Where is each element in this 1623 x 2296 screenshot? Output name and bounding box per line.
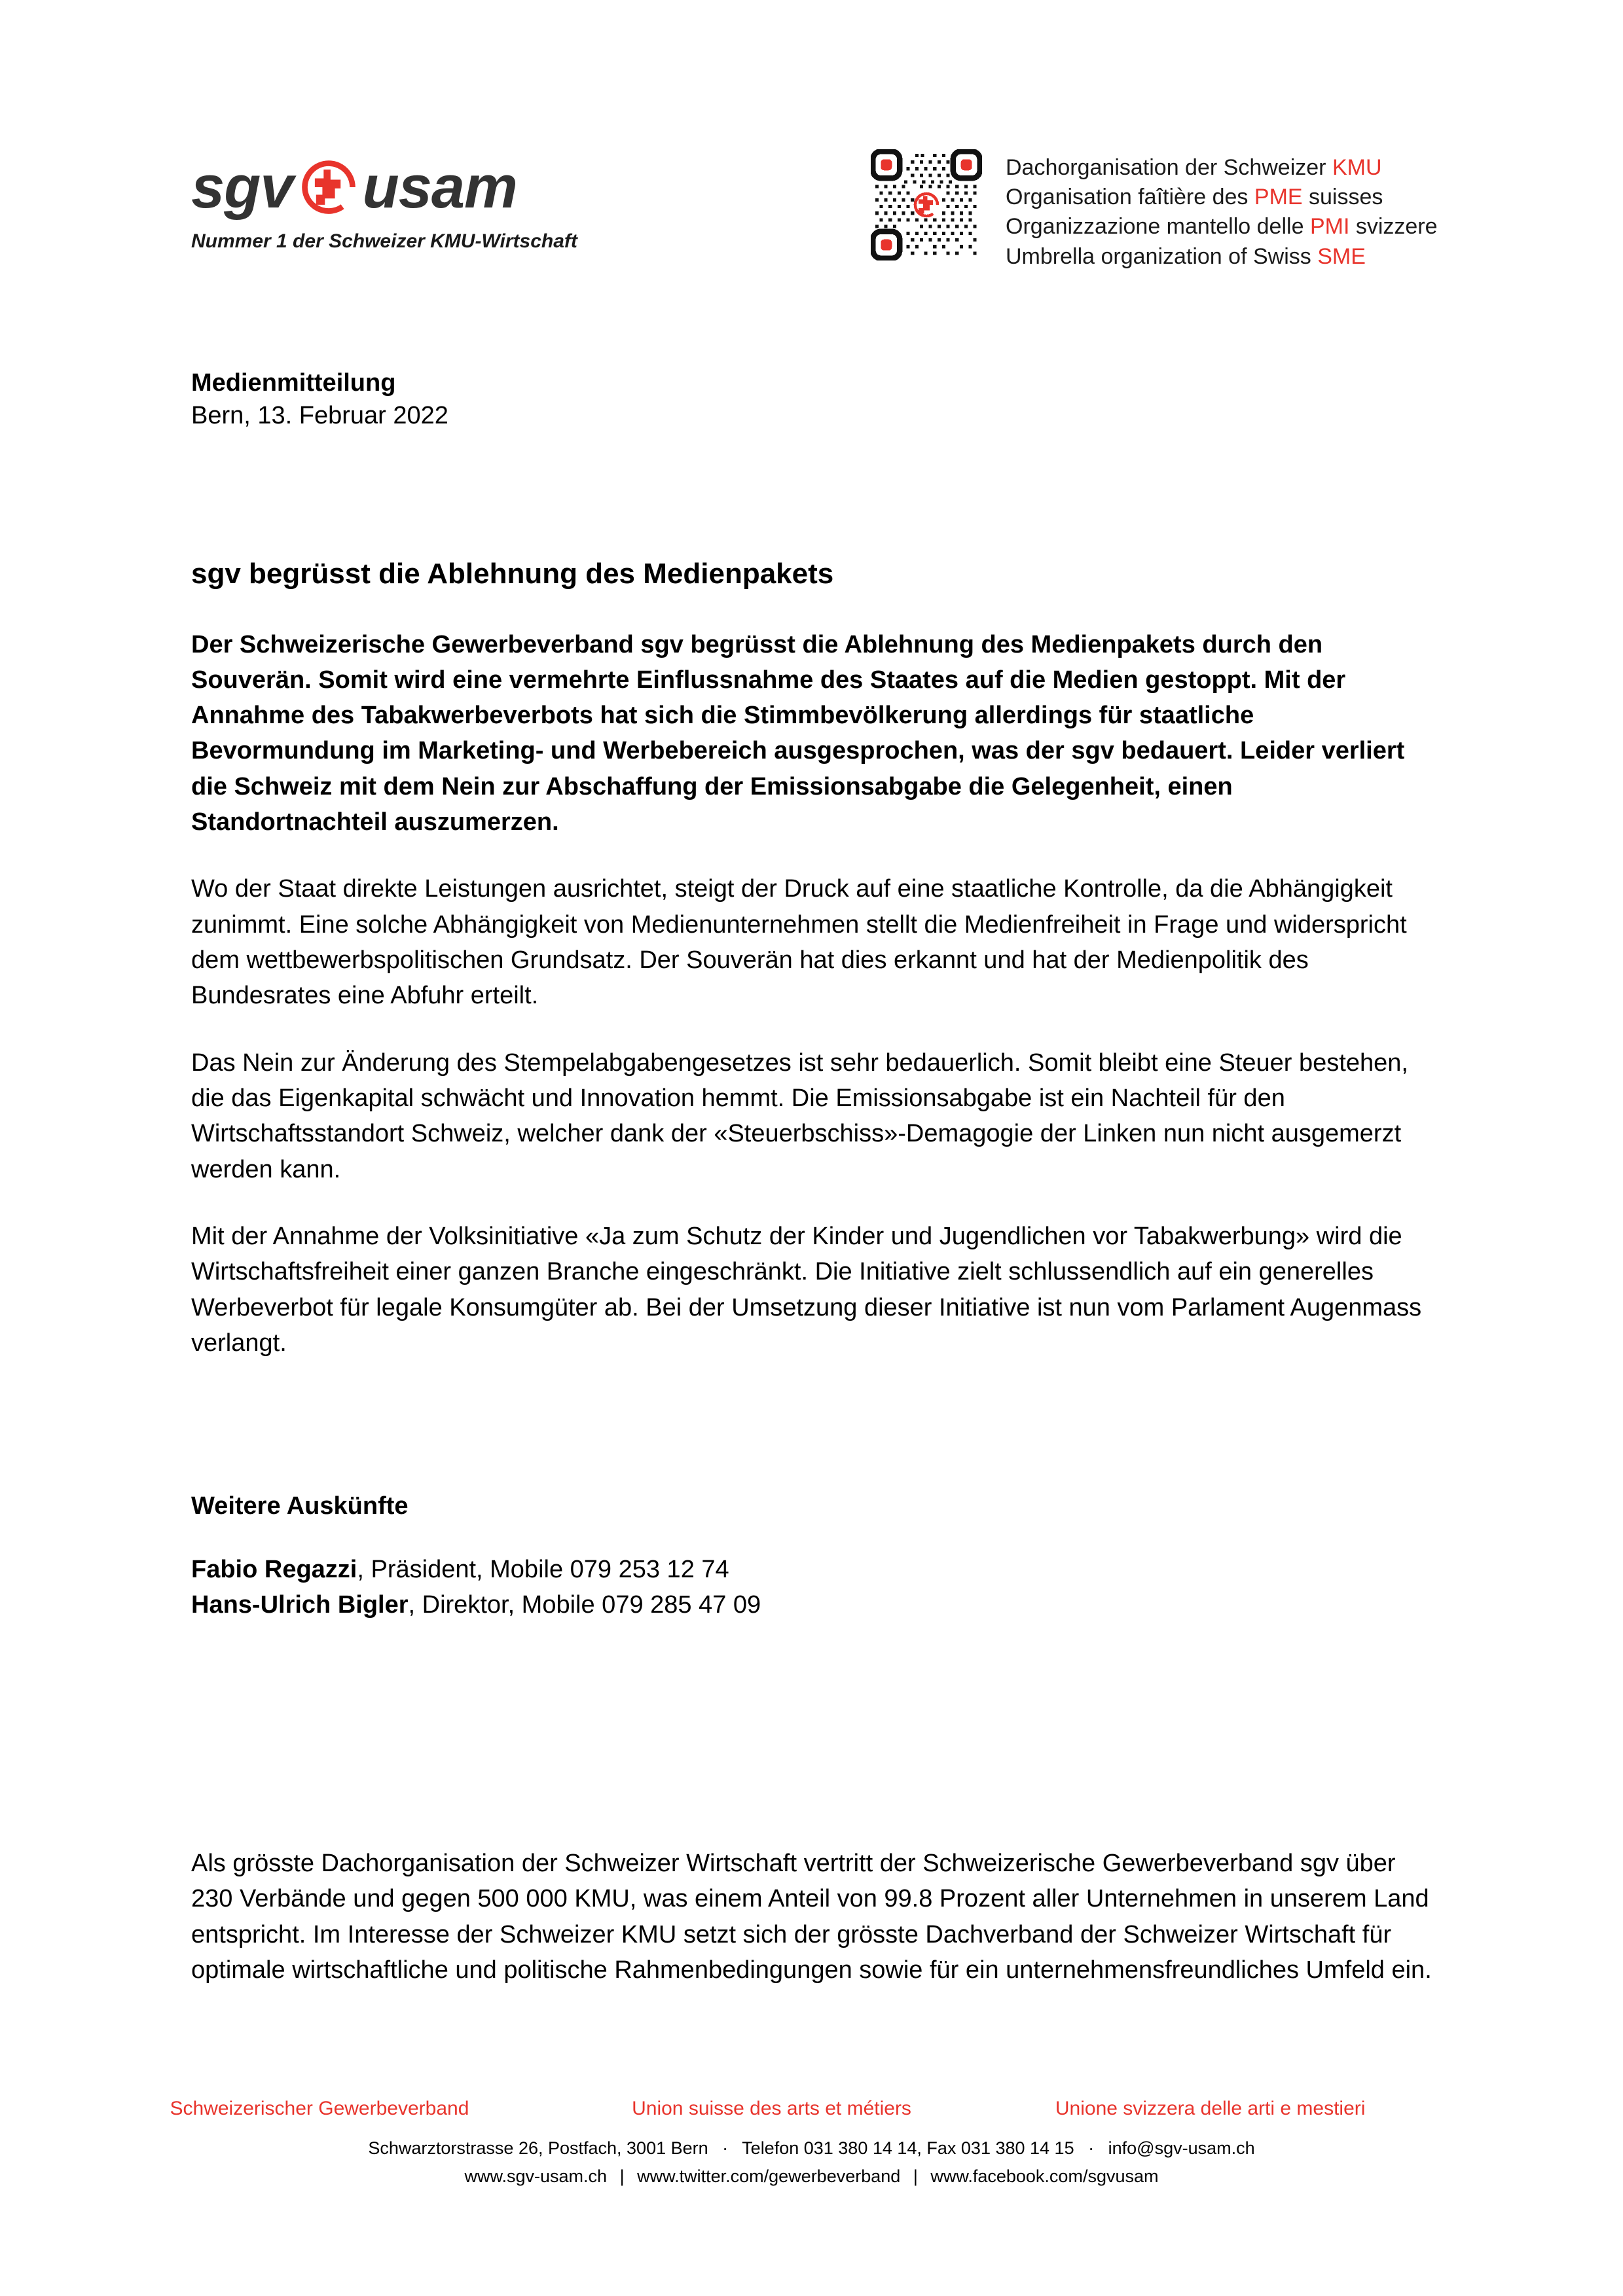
footer-twitter-link[interactable]: www.twitter.com/gewerbeverband bbox=[637, 2166, 901, 2187]
document-body bbox=[191, 367, 1435, 2013]
qr-and-org-names bbox=[871, 149, 1438, 272]
footer-email-link[interactable]: info@sgv-usam.ch bbox=[1108, 2138, 1255, 2158]
boilerplate-paragraph: Als grösste Dachorganisation der Schweizer Wirtschaft vertritt der Schweizerische Gewerbeverband sgv über 230 Verbände und gegen 500 000 KMU, was einem Anteil von 99.8 Prozent aller Unternehmen in unserem Land entspricht. Im Interesse der Schweizer KMU setzt sich der grösste Dachverband der Schweizer Wirtschaft für optimale wirtschaftliche und politische Rahmenbedingungen sowie für ein unternehmensfreundliches Umfeld ein. bbox=[191, 1850, 1432, 1984]
logo-text-usam: usam bbox=[362, 154, 517, 221]
contact-person-1-name: Fabio Regazzi bbox=[191, 1555, 357, 1583]
footer-organization-names bbox=[170, 2098, 1453, 2120]
footer-address-line bbox=[0, 2134, 1623, 2163]
footer-separator-bar-2: | bbox=[913, 2166, 918, 2187]
org-name-de-accent: KMU bbox=[1332, 155, 1382, 180]
org-name-it bbox=[1006, 212, 1438, 242]
contact-list bbox=[191, 1552, 1435, 1623]
org-name-en-accent: SME bbox=[1317, 243, 1366, 269]
footer-links-line bbox=[0, 2162, 1623, 2191]
org-name-en bbox=[1006, 242, 1438, 272]
org-name-fr-prefix: Organisation faîtière des bbox=[1006, 185, 1254, 210]
org-name-fr-accent: PME bbox=[1254, 185, 1303, 210]
footer-separator-bar-1: | bbox=[619, 2166, 625, 2187]
footer-org-name-it: Unione svizzera delle arti e mestieri bbox=[1055, 2097, 1366, 2119]
footer-contact-details bbox=[0, 2134, 1623, 2191]
footer-phone-fax: Telefon 031 380 14 14, Fax 031 380 14 15 bbox=[742, 2138, 1074, 2158]
page-header bbox=[0, 0, 1623, 314]
contact-person-2-name: Hans-Ulrich Bigler bbox=[191, 1591, 409, 1619]
contact-person-2 bbox=[191, 1587, 1435, 1623]
page-footer bbox=[0, 2098, 1623, 2191]
sgv-usam-logo bbox=[191, 152, 584, 253]
org-name-it-prefix: Organizzazione mantello delle bbox=[1006, 214, 1310, 240]
logo-tagline: Nummer 1 der Schweizer KMU-Wirtschaft bbox=[191, 230, 577, 252]
qr-code-icon[interactable] bbox=[871, 149, 982, 260]
contact-person-1-details: , Präsident, Mobile 079 253 12 74 bbox=[357, 1555, 729, 1583]
org-name-de-prefix: Dachorganisation der Schweizer bbox=[1006, 155, 1332, 180]
footer-org-name-fr: Union suisse des arts et métiers bbox=[632, 2097, 911, 2119]
footer-street-address: Schwarztorstrasse 26, Postfach, 3001 Bern bbox=[368, 2138, 708, 2158]
org-name-de bbox=[1006, 153, 1438, 183]
lead-paragraph: Der Schweizerische Gewerbeverband sgv begrüsst die Ablehnung des Medienpakets durch den Souverän. Somit wird eine vermehrte Einflussnahme des Staates auf die Medien gestoppt. Mit der Annahme des Tabakwerbeverbots hat sich die Stimmbevölkerung allerdings für staatliche Bevormundung im Marketing- und Werbebereich ausgesprochen, was der sgv bedauert. Leider verliert die Schweiz mit dem Nein zur Abschaffung der Emissionsabgabe die Gelegenheit, einen Standortnachteil auszumerzen. bbox=[191, 630, 1405, 836]
body-paragraph-2: Das Nein zur Änderung des Stempelabgabengesetzes ist sehr bedauerlich. Somit bleibt eine Steuer bestehen, die das Eigenkapital schwächt und Innovation hemmt. Die Emissionsabgabe ist ein Nachteil für den Wirtschaftsstandort Schweiz, welcher dank der «Steuerbschiss»-Demagogie der Linken nun nicht ausgemerzt werden kann. bbox=[191, 1049, 1408, 1183]
contact-person-2-details: , Direktor, Mobile 079 285 47 09 bbox=[408, 1591, 761, 1619]
logo-text-sgv: sgv bbox=[191, 154, 293, 221]
footer-org-name-de: Schweizerischer Gewerbeverband bbox=[170, 2097, 469, 2119]
footer-separator-dot-2: · bbox=[1088, 2138, 1095, 2158]
body-paragraph-3: Mit der Annahme der Volksinitiative «Ja zum Schutz der Kinder und Jugendlichen vor Tabakwerbung» wird die Wirtschaftsfreiheit einer ganzen Branche eingeschränkt. Die Initiative zielt schlussendlich auf ein generelles Werbeverbot für legale Konsumgüter ab. Bei der Umsetzung dieser Initiative ist nun vom Parlament Augenmass verlangt. bbox=[191, 1223, 1422, 1357]
document-type-label: Medienmitteilung bbox=[191, 369, 396, 397]
sgv-usam-emblem-icon bbox=[297, 156, 360, 219]
org-name-it-accent: PMI bbox=[1309, 214, 1350, 240]
contact-heading: Weitere Auskünfte bbox=[191, 1492, 409, 1520]
org-name-fr bbox=[1006, 183, 1438, 212]
logo-wordmark bbox=[191, 152, 584, 223]
org-name-fr-suffix: suisses bbox=[1302, 185, 1383, 210]
organization-names bbox=[1006, 149, 1438, 272]
footer-separator-dot-1: · bbox=[722, 2138, 729, 2158]
contact-person-1 bbox=[191, 1552, 1435, 1588]
body-paragraph-1: Wo der Staat direkte Leistungen ausrichtet, steigt der Druck auf eine staatliche Kontrolle, da die Abhängigkeit zunimmt. Eine solche Abhängigkeit von Medienunternehmen stellt die Medienfreiheit in Frage und widerspricht dem wettbewerbspolitischen Grundsatz. Der Souverän hat dies erkannt und hat der Medienpolitik des Bundesrates eine Abfuhr erteilt. bbox=[191, 875, 1407, 1010]
org-name-it-suffix: svizzere bbox=[1349, 214, 1438, 240]
footer-website-link[interactable]: www.sgv-usam.ch bbox=[464, 2166, 608, 2187]
footer-facebook-link[interactable]: www.facebook.com/sgvusam bbox=[930, 2166, 1159, 2187]
place-and-date: Bern, 13. Februar 2022 bbox=[191, 402, 448, 430]
page-title: sgv begrüsst die Ablehnung des Medienpakets bbox=[191, 558, 834, 590]
org-name-en-prefix: Umbrella organization of Swiss bbox=[1006, 243, 1318, 269]
